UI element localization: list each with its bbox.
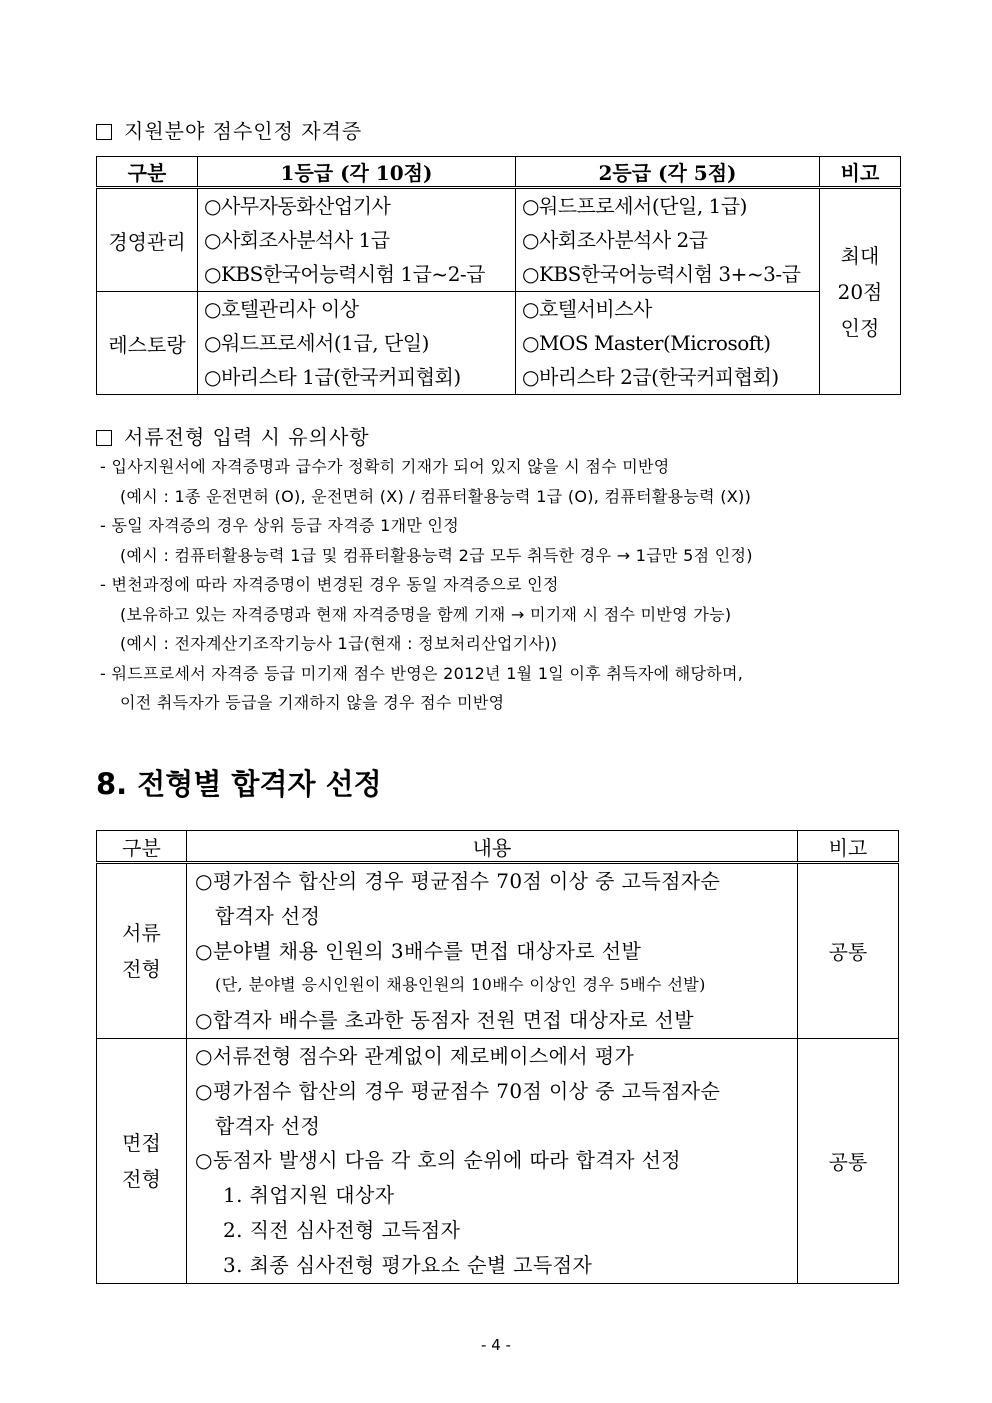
list-item: ○합격자 배수를 초과한 동점자 전원 면접 대상자로 선발 bbox=[195, 1008, 694, 1033]
section-heading-text: 서류전형 입력 시 유의사항 bbox=[124, 425, 370, 449]
section-heading-certificates bbox=[96, 115, 362, 144]
section-heading-text: 지원분야 점수인정 자격증 bbox=[124, 119, 363, 143]
grade1-list bbox=[198, 188, 516, 292]
header-category: 구분 bbox=[97, 157, 198, 188]
row-category: 레스토랑 bbox=[97, 292, 198, 395]
note-example: (보유하고 있는 자격증명과 현재 자격증명을 함께 기재 → 미기재 시 점수 미반영 가능) bbox=[120, 604, 732, 624]
list-item: ○평가점수 합산의 경우 평균점수 70점 이상 중 고득점자순 bbox=[195, 1078, 721, 1103]
grade1-list bbox=[198, 292, 516, 395]
numbered-item: 1. 취업지원 대상자 bbox=[223, 1183, 395, 1208]
list-item: ○사회조사분석사 1급 bbox=[204, 228, 390, 252]
grade2-list bbox=[516, 292, 820, 395]
list-item: ○호텔관리사 이상 bbox=[204, 297, 359, 321]
note-cell: 공통 bbox=[798, 1038, 899, 1283]
list-item-footnote: (단, 분야별 응시인원이 채용인원의 10배수 이상인 경우 5배수 선발) bbox=[215, 975, 706, 995]
note-cell bbox=[820, 188, 901, 395]
note-line: 인정 bbox=[840, 315, 880, 340]
note-example: (예시 : 컴퓨터활용능력 1급 및 컴퓨터활용능력 2급 모두 취득한 경우 → 1급만 5점 인정) bbox=[120, 545, 753, 565]
category-line: 전형 bbox=[122, 956, 161, 981]
table-header-row bbox=[97, 157, 901, 188]
numbered-item: 2. 직전 심사전형 고득점자 bbox=[223, 1217, 461, 1242]
content-list bbox=[187, 1038, 798, 1283]
category-line: 서류 bbox=[122, 920, 161, 945]
note-example: (예시 : 1종 운전면허 (O), 운전면허 (X) / 컴퓨터활용능력 1급 (O), 컴퓨터활용능력 (X)) bbox=[120, 486, 752, 506]
header-note: 비고 bbox=[798, 831, 899, 863]
content-list bbox=[187, 863, 798, 1039]
list-item: ○동점자 발생시 다음 각 호의 순위에 따라 합격자 선정 bbox=[195, 1148, 682, 1173]
table-row bbox=[97, 863, 899, 1039]
checkbox-square-icon bbox=[96, 124, 112, 140]
list-item: ○바리스타 1급(한국커피협회) bbox=[204, 365, 461, 389]
certificate-table bbox=[96, 156, 901, 395]
category-line: 전형 bbox=[122, 1166, 161, 1191]
header-category: 구분 bbox=[97, 831, 187, 863]
header-grade2: 2등급 (각 5점) bbox=[516, 157, 820, 188]
header-note: 비고 bbox=[820, 157, 901, 188]
note-item: - 변천과정에 따라 자격증명이 변경된 경우 동일 자격증으로 인정 bbox=[100, 575, 559, 594]
note-item: - 입사지원서에 자격증명과 급수가 정확히 기재가 되어 있지 않을 시 점수 미반영 bbox=[100, 457, 670, 476]
checkbox-square-icon bbox=[96, 430, 112, 446]
header-content: 내용 bbox=[187, 831, 798, 863]
row-category bbox=[97, 1038, 187, 1283]
category-line: 면접 bbox=[122, 1130, 161, 1155]
note-example: (예시 : 전자계산기조작기능사 1급(현재 : 정보처리산업기사)) bbox=[120, 634, 558, 653]
row-category: 경영관리 bbox=[97, 188, 198, 292]
list-item-continuation: 합격자 선정 bbox=[215, 903, 321, 928]
list-item: ○서류전형 점수와 관계없이 제로베이스에서 평가 bbox=[195, 1043, 635, 1068]
table-row bbox=[97, 292, 901, 395]
note-cell: 공통 bbox=[798, 863, 899, 1039]
header-grade1: 1등급 (각 10점) bbox=[198, 157, 516, 188]
row-category bbox=[97, 863, 187, 1039]
list-item: ○사회조사분석사 2급 bbox=[522, 228, 708, 252]
list-item: ○사무자동화산업기사 bbox=[204, 194, 391, 218]
note-line: 20점 bbox=[837, 279, 883, 304]
note-line: 최대 bbox=[840, 243, 880, 268]
numbered-item: 3. 최종 심사전형 평가요소 순별 고득점자 bbox=[223, 1252, 593, 1277]
list-item: ○KBS한국어능력시험 1급~2-급 bbox=[204, 262, 485, 286]
note-item: - 워드프로세서 자격증 등급 미기재 점수 반영은 2012년 1월 1일 이후 취득자에 해당하며, bbox=[100, 663, 744, 683]
page-section-title: 8. 전형별 합격자 선정 bbox=[96, 767, 382, 801]
selection-table bbox=[96, 830, 899, 1284]
list-item: ○호텔서비스사 bbox=[522, 297, 652, 321]
list-item: ○분야별 채용 인원의 3배수를 면접 대상자로 선발 bbox=[195, 938, 642, 963]
table-row bbox=[97, 1038, 899, 1283]
list-item: ○KBS한국어능력시험 3+~3-급 bbox=[522, 262, 801, 286]
page-number: - 4 - bbox=[481, 1336, 511, 1354]
list-item: ○MOS Master(Microsoft) bbox=[522, 331, 771, 355]
list-item: ○바리스타 2급(한국커피협회) bbox=[522, 365, 779, 389]
list-item: ○워드프로세서(단일, 1급) bbox=[522, 194, 747, 218]
list-item: ○워드프로세서(1급, 단일) bbox=[204, 331, 429, 355]
table-header-row bbox=[97, 831, 899, 863]
note-item: - 동일 자격증의 경우 상위 등급 자격증 1개만 인정 bbox=[100, 516, 460, 535]
notes-list bbox=[100, 452, 900, 718]
grade2-list bbox=[516, 188, 820, 292]
list-item: ○평가점수 합산의 경우 평균점수 70점 이상 중 고득점자순 bbox=[195, 869, 721, 893]
list-item-continuation: 합격자 선정 bbox=[215, 1113, 321, 1138]
note-continuation: 이전 취득자가 등급을 기재하지 않을 경우 점수 미반영 bbox=[120, 693, 505, 712]
table-row bbox=[97, 188, 901, 292]
section-heading-notes bbox=[96, 421, 370, 450]
